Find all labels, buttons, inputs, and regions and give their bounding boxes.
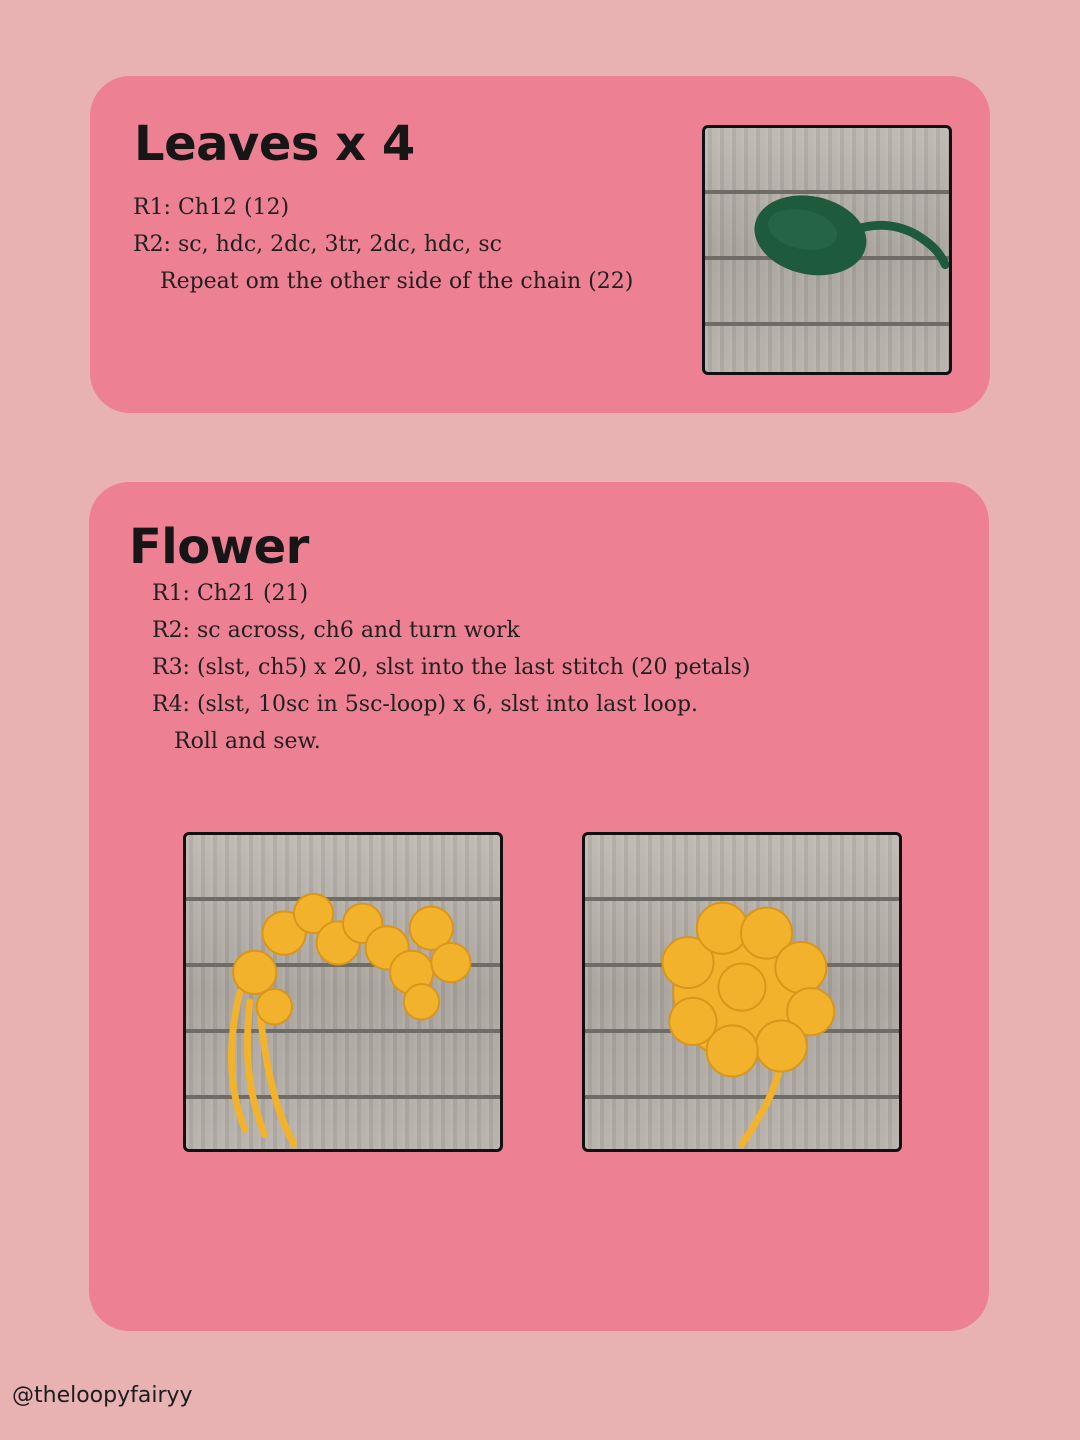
leaves-card xyxy=(90,76,990,413)
author-handle: @theloopyfairyy xyxy=(12,1383,193,1408)
leaf-photo xyxy=(702,125,952,375)
rolled-flower-illustration xyxy=(585,835,899,1149)
flower-card xyxy=(89,482,989,1331)
flower-step-r4: R4: (slst, 10sc in 5sc-loop) x 6, slst into last loop. xyxy=(152,692,699,717)
flower-step-r1: R1: Ch21 (21) xyxy=(152,581,309,606)
leaf-illustration xyxy=(705,128,949,372)
leaves-step-repeat: Repeat om the other side of the chain (22) xyxy=(160,269,634,294)
flower-chain-photo xyxy=(183,832,503,1152)
rolled-flower-photo xyxy=(582,832,902,1152)
flower-step-r3: R3: (slst, ch5) x 20, slst into the last stitch (20 petals) xyxy=(152,655,751,680)
leaves-title: Leaves x 4 xyxy=(134,116,415,172)
leaves-step-r2: R2: sc, hdc, 2dc, 3tr, 2dc, hdc, sc xyxy=(133,232,502,257)
flower-chain-illustration xyxy=(186,835,500,1149)
flower-step-roll: Roll and sew. xyxy=(174,729,321,754)
flower-step-r2: R2: sc across, ch6 and turn work xyxy=(152,618,520,643)
flower-title: Flower xyxy=(129,519,309,575)
leaves-step-r1: R1: Ch12 (12) xyxy=(133,195,290,220)
